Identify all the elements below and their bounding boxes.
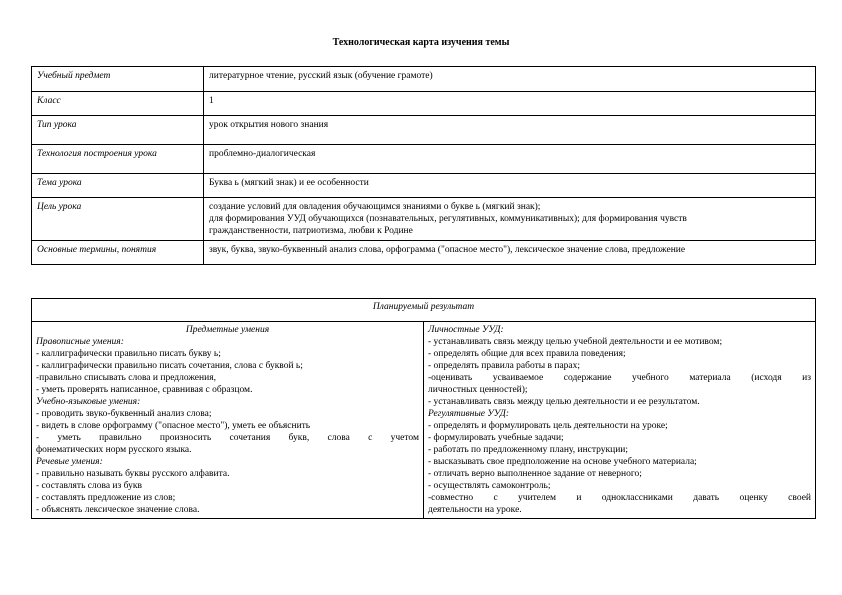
list-item: - уметь проверять написанное, сравнивая с образцом. bbox=[36, 385, 253, 395]
table-row bbox=[32, 92, 816, 116]
section-heading: Учебно-языковые умения: bbox=[36, 397, 141, 407]
list-item: - формулировать учебные задачи; bbox=[428, 433, 564, 443]
table-row bbox=[32, 145, 816, 174]
row-value: 1 bbox=[204, 92, 816, 116]
row-label: Учебный предмет bbox=[32, 67, 204, 92]
list-item: - каллиграфически правильно писать букву ь; bbox=[36, 349, 221, 359]
list-item: фонематических норм русского языка. bbox=[36, 445, 192, 455]
result-header: Планируемый результат bbox=[32, 299, 816, 322]
uud-list bbox=[428, 324, 811, 516]
list-item: - устанавливать связь между целью деятельности и ее результатом. bbox=[428, 397, 700, 407]
goal-line: для формирования УУД обучающихся (познавательных, регулятивных, коммуникативных); для формирования чувств bbox=[209, 214, 687, 224]
row-label: Основные термины, понятия bbox=[32, 241, 204, 265]
goal-line: гражданственности, патриотизма, любви к Родине bbox=[209, 226, 413, 236]
row-label: Технология построения урока bbox=[32, 145, 204, 174]
list-item: - уметь правильно произносить сочетания букв, слова с учетом bbox=[36, 433, 419, 443]
row-label: Цель урока bbox=[32, 198, 204, 241]
list-item: - каллиграфически правильно писать сочетания, слова с буквой ь; bbox=[36, 361, 303, 371]
table-row bbox=[32, 322, 816, 519]
section-heading: Речевые умения: bbox=[36, 457, 103, 467]
list-item: - определять правила работы в парах; bbox=[428, 361, 581, 371]
list-item: -правильно списывать слова и предложения, bbox=[36, 373, 216, 383]
subject-skills-list bbox=[36, 336, 419, 516]
table-row bbox=[32, 67, 816, 92]
lesson-info-table bbox=[31, 66, 816, 265]
list-item: - осуществлять самоконтроль; bbox=[428, 481, 551, 491]
list-item: - высказывать свое предположение на основе учебного материала; bbox=[428, 457, 697, 467]
section-heading: Личностные УУД: bbox=[428, 325, 504, 335]
goal-line: создание условий для овладения обучающимся знаниями о букве ь (мягкий знак); bbox=[209, 202, 541, 212]
table-row bbox=[32, 198, 816, 241]
row-value: звук, буква, звуко-буквенный анализ слова, орфограмма ("опасное место"), лексическое значение слова, предложение bbox=[204, 241, 816, 265]
list-item: - видеть в слове орфограмму ("опасное место"), уметь ее объяснить bbox=[36, 421, 311, 431]
column-heading: Предметные умения bbox=[185, 325, 270, 335]
list-item: - определять общие для всех правила поведения; bbox=[428, 349, 626, 359]
table-row bbox=[32, 241, 816, 265]
list-item: - определять и формулировать цель деятельности на уроке; bbox=[428, 421, 668, 431]
planned-result-table bbox=[31, 298, 816, 519]
table-row bbox=[32, 174, 816, 198]
list-item: - работать по предложенному плану, инструкции; bbox=[428, 445, 629, 455]
uud-column bbox=[424, 322, 816, 519]
row-label: Тип урока bbox=[32, 116, 204, 145]
list-item: личностных ценностей); bbox=[428, 385, 528, 395]
row-value: проблемно-диалогическая bbox=[204, 145, 816, 174]
list-item: -совместно с учителем и одноклассниками давать оценку своей bbox=[428, 493, 811, 503]
list-item: - объяснять лексическое значение слова. bbox=[36, 505, 200, 515]
list-item: - правильно называть буквы русского алфавита. bbox=[36, 469, 230, 479]
row-label: Класс bbox=[32, 92, 204, 116]
list-item: - отличать верно выполненное задание от неверного; bbox=[428, 469, 642, 479]
section-heading: Правописные умения: bbox=[36, 337, 124, 347]
document-title: Технологическая карта изучения темы bbox=[332, 37, 510, 48]
table-row bbox=[32, 299, 816, 322]
subject-skills-column bbox=[32, 322, 424, 519]
row-value: урок открытия нового знания bbox=[204, 116, 816, 145]
row-value: Буква ь (мягкий знак) и ее особенности bbox=[204, 174, 816, 198]
list-item: - проводить звуко-буквенный анализ слова; bbox=[36, 409, 212, 419]
row-value: литературное чтение, русский язык (обучение грамоте) bbox=[204, 67, 816, 92]
list-item: деятельности на уроке. bbox=[428, 505, 522, 515]
list-item: - устанавливать связь между целью учебной деятельности и ее мотивом; bbox=[428, 337, 723, 347]
table-row bbox=[32, 116, 816, 145]
row-value bbox=[204, 198, 816, 241]
list-item: - составлять предложение из слов; bbox=[36, 493, 176, 503]
list-item: -оценивать усваиваемое содержание учебного материала (исходя из bbox=[428, 373, 811, 383]
row-label: Тема урока bbox=[32, 174, 204, 198]
list-item: - составлять слова из букв bbox=[36, 481, 142, 491]
section-heading: Регулятивные УУД: bbox=[428, 409, 509, 419]
